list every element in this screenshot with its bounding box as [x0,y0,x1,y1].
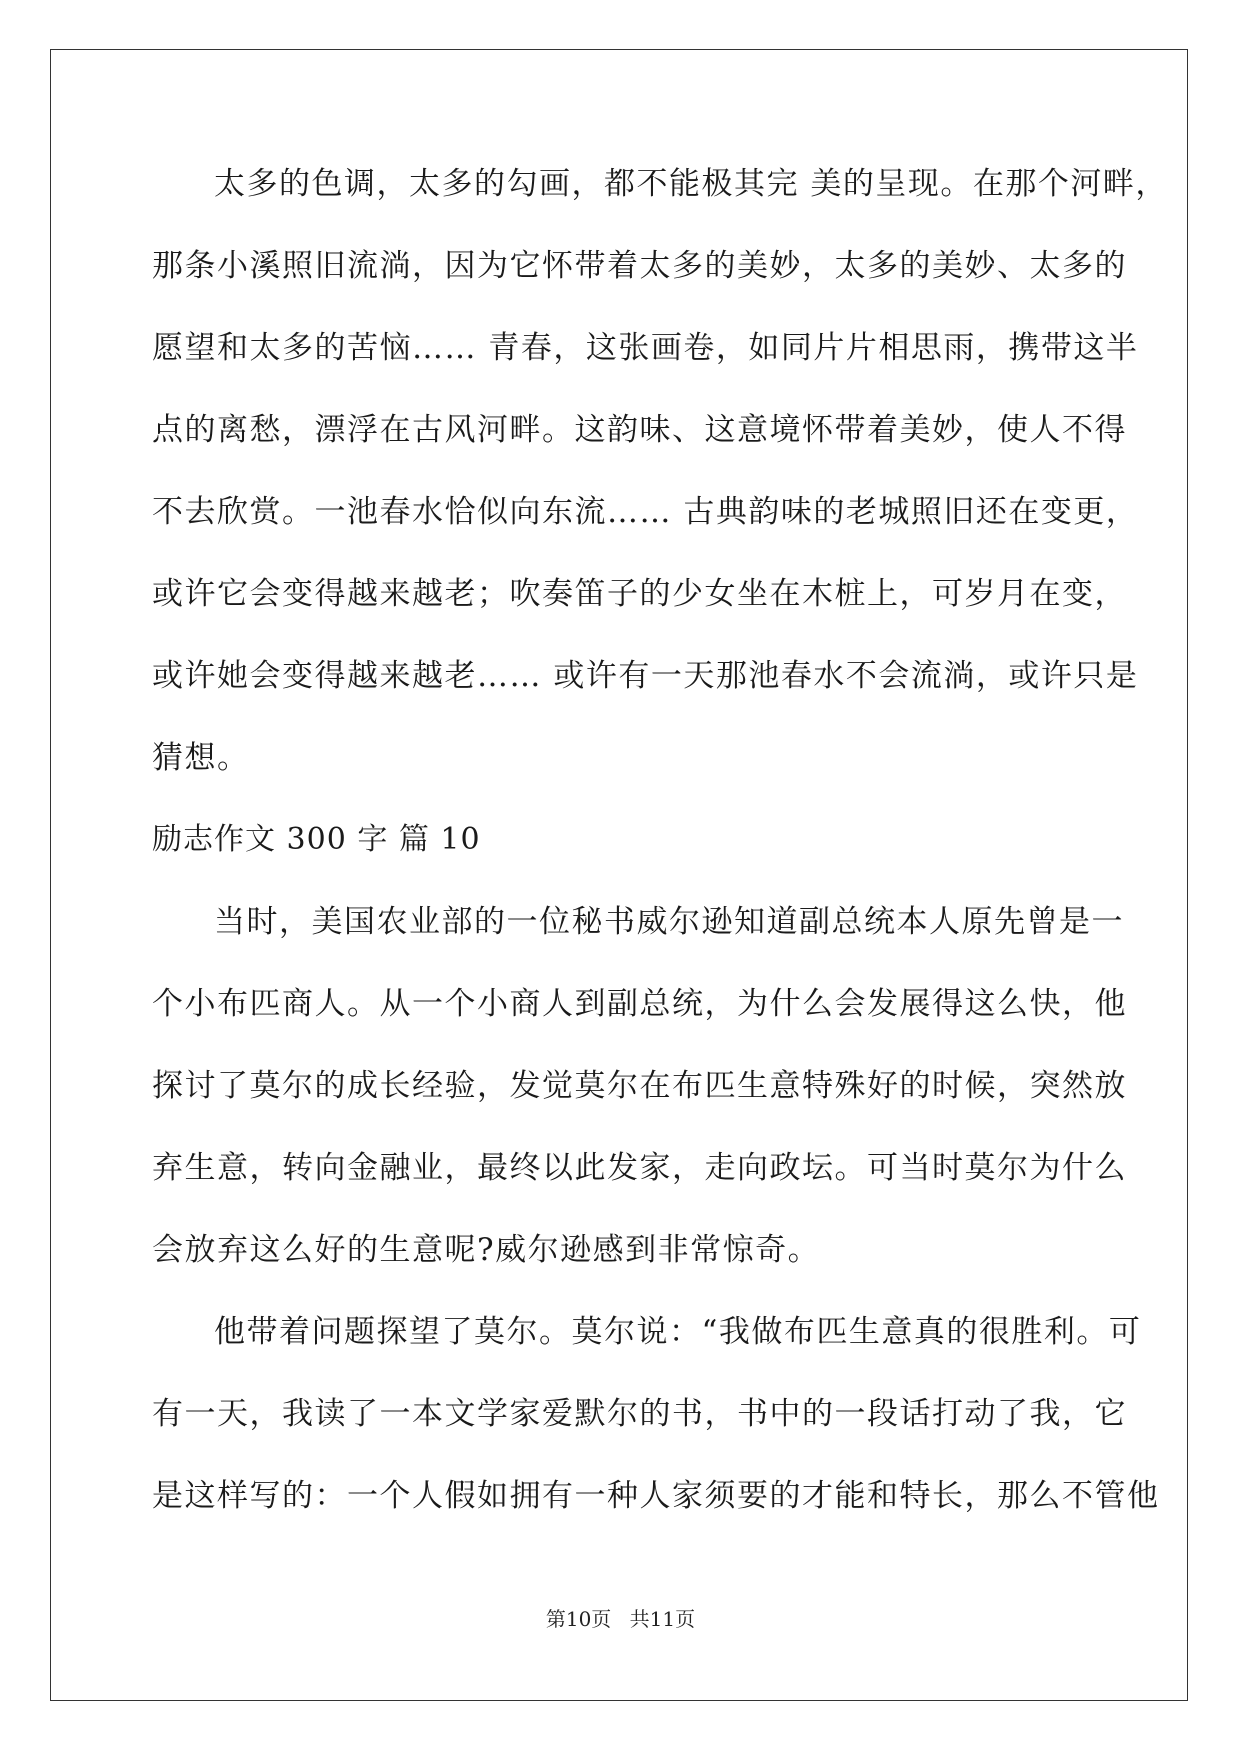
document-body [152,160,1168,1554]
total-pages-label: 共11页 [629,1607,696,1631]
text-line: 或许她会变得越来越老…… 或许有一天那池春水不会流淌，或许只是 [152,658,1139,694]
paragraph-1 [152,160,1168,816]
text-line: 当时，美国农业部的一位秘书威尔逊知道副总统本人原先曾是一 [214,904,1124,940]
text-line: 弃生意，转向金融业，最终以此发家，走向政坛。可当时莫尔为什么 [152,1150,1127,1186]
text-line: 猜想。 [152,740,250,776]
text-line: 那条小溪照旧流淌，因为它怀带着太多的美妙，太多的美妙、太多的 [152,248,1127,284]
paragraph-3 [152,1308,1160,1554]
text-line: 个小布匹商人。从一个小商人到副总统，为什么会发展得这么快，他 [152,986,1127,1022]
text-line: 探讨了莫尔的成长经验，发觉莫尔在布匹生意特殊好的时候，突然放 [152,1068,1127,1104]
text-line: 愿望和太多的苦恼…… 青春，这张画卷，如同片片相思雨，携带这半 [152,330,1139,366]
text-line: 太多的色调，太多的勾画，都不能极其完 美的呈现。在那个河畔， [214,166,1168,202]
text-line: 或许它会变得越来越老；吹奏笛子的少女坐在木桩上，可岁月在变， [152,576,1127,612]
current-page-label: 第10页 [545,1607,612,1631]
text-line: 是这样写的：一个人假如拥有一种人家须要的才能和特长，那么不管他 [152,1478,1160,1514]
text-line: 会放弃这么好的生意呢?威尔逊感到非常惊奇。 [152,1232,821,1268]
text-line: 有一天，我读了一本文学家爱默尔的书，书中的一段话打动了我，它 [152,1396,1127,1432]
text-line: 他带着问题探望了莫尔。莫尔说：“我做布匹生意真的很胜利。可 [214,1314,1142,1350]
paragraph-2 [152,898,1127,1308]
text-line: 点的离愁，漂浮在古风河畔。这韵味、这意境怀带着美妙，使人不得 [152,412,1127,448]
text-line: 不去欣赏。一池春水恰似向东流…… 古典韵味的老城照旧还在变更， [152,494,1139,530]
page-footer [0,1603,1241,1632]
section-heading: 励志作文 300 字 篇 10 [152,822,481,857]
